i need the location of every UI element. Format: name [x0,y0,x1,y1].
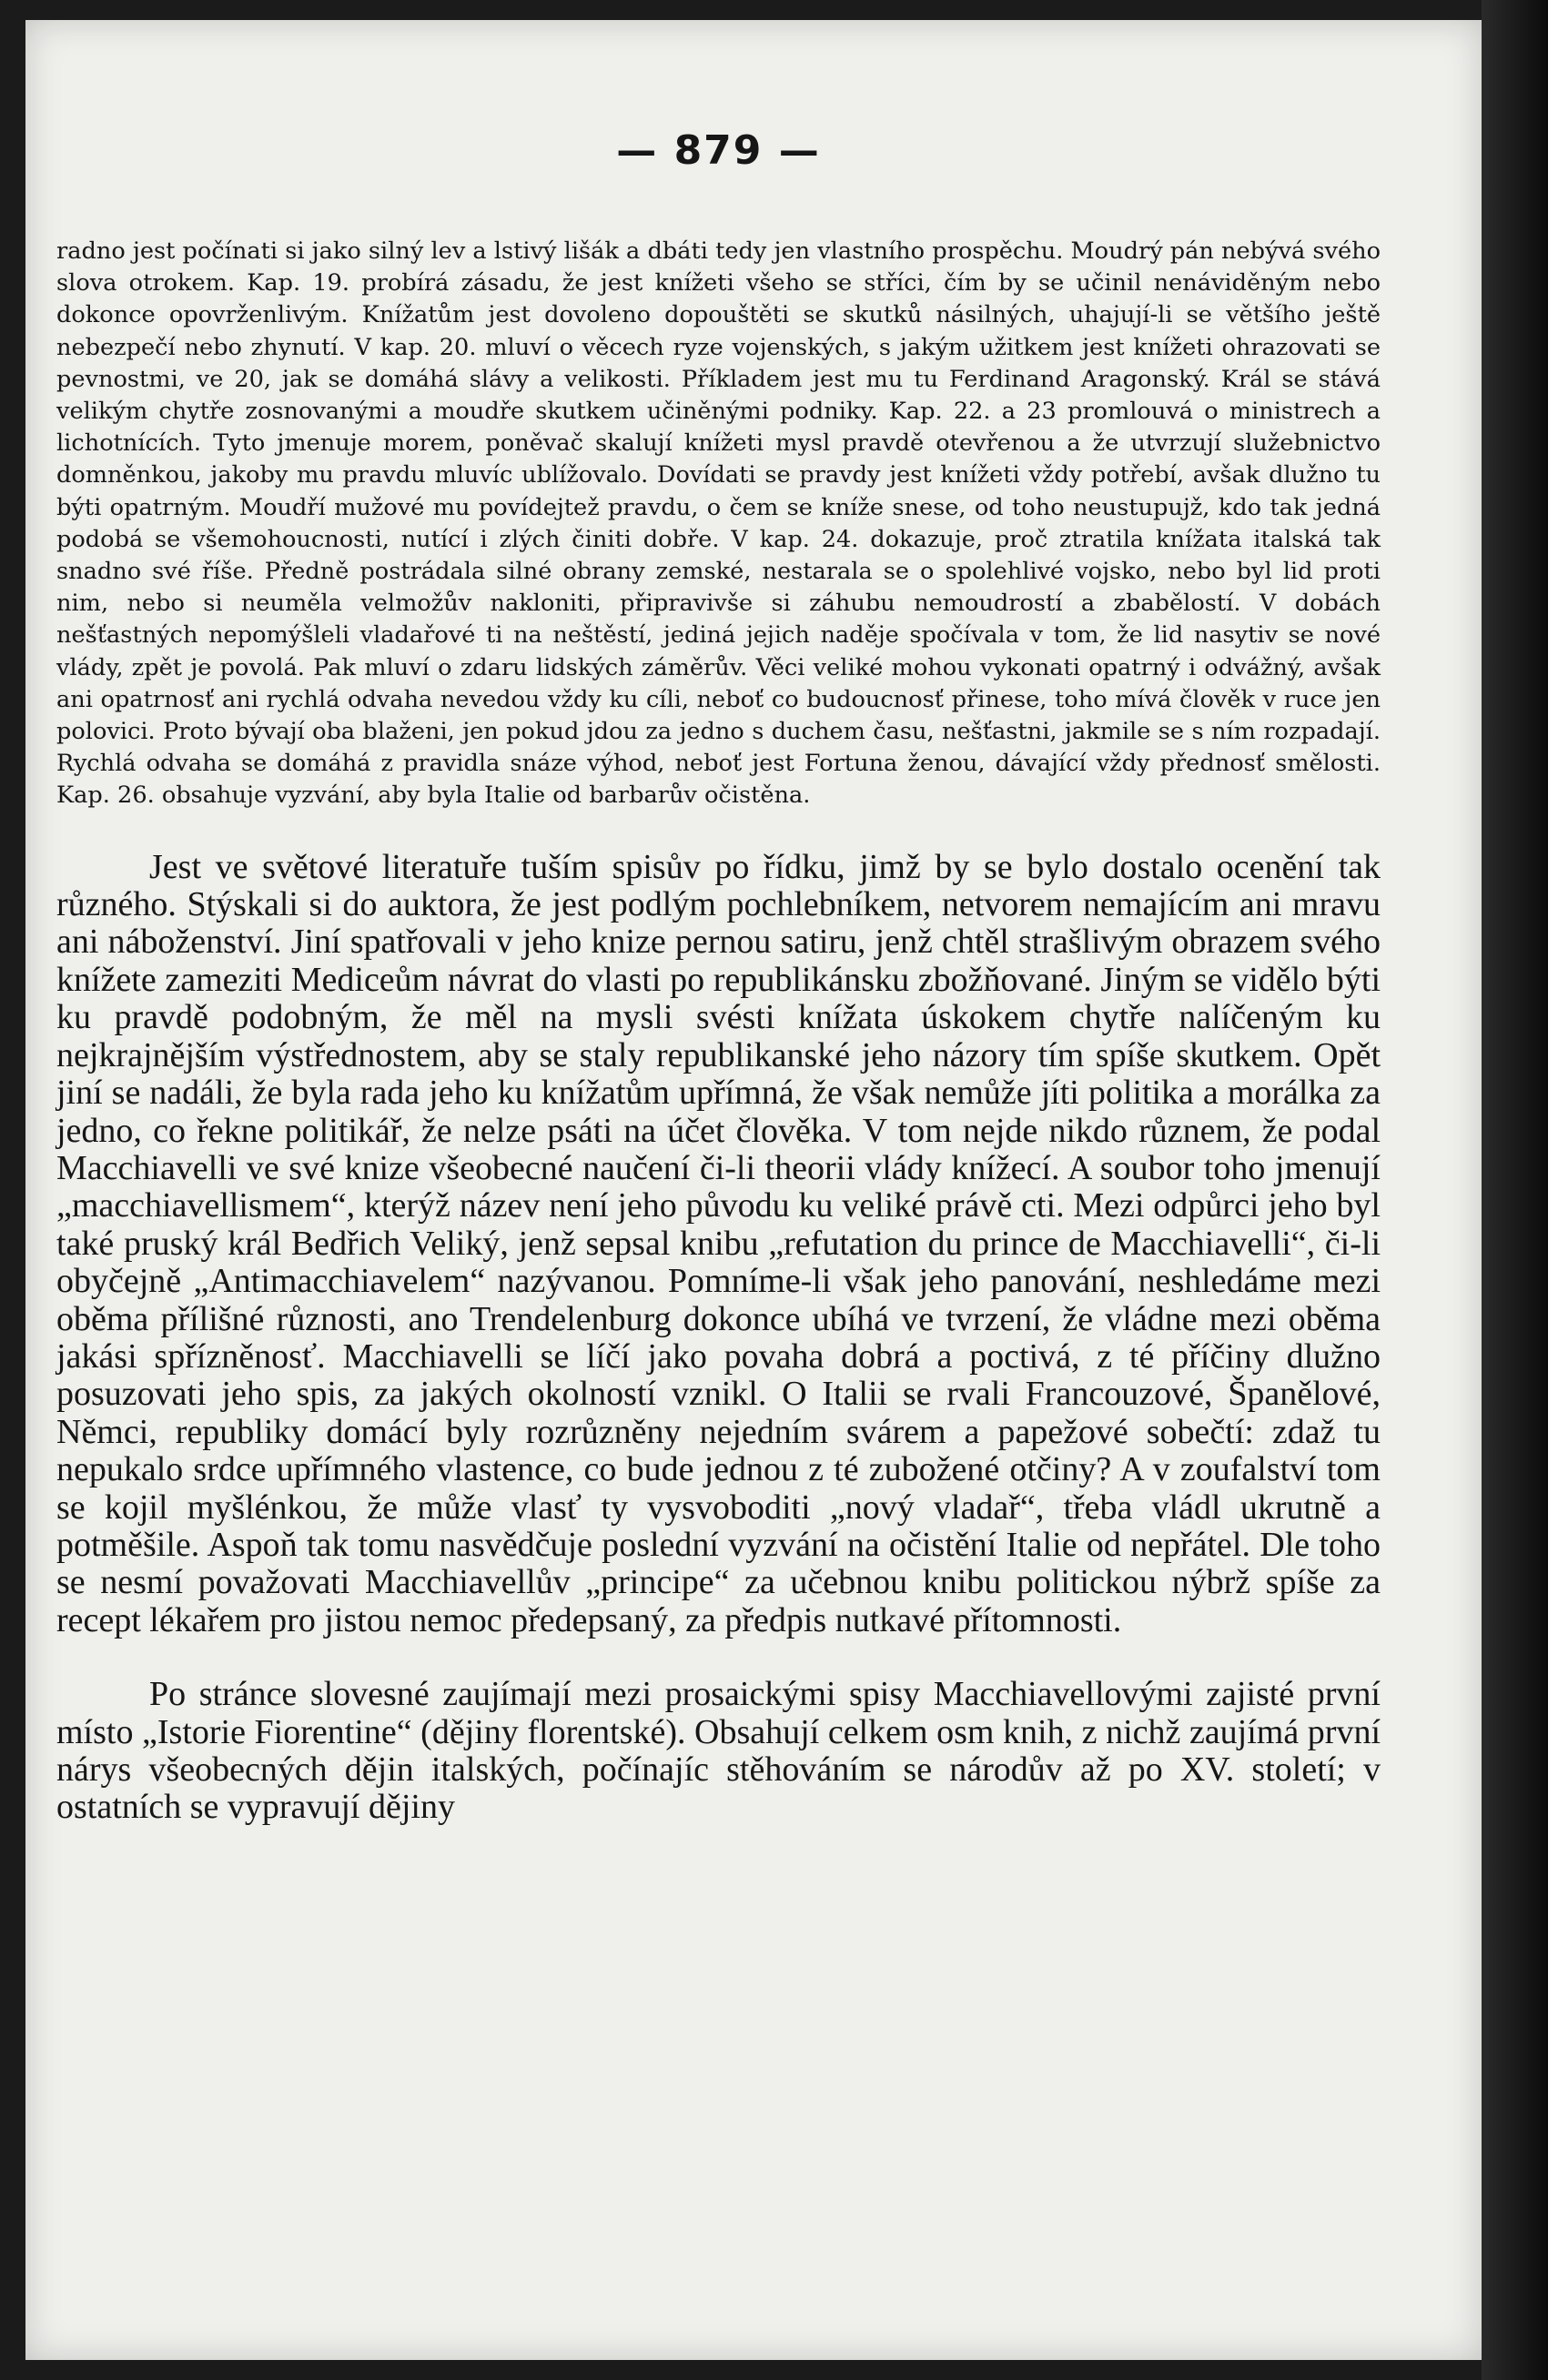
summary-paragraph: radno jest počínati si jako silný lev a lstivý lišák a dbáti tedy jen vlastního prospěchu. Moudrý pán nebývá svého slova otrokem. Kap. 19. probírá zásadu, že jest knížeti všeho se stříci, čím by se učinil nenáviděným nebo dokonce opovrženlivým. Knížatům jest dovoleno dopouštěti se skutků násilných, uhajují-li se většího ještě nebezpečí nebo zhynutí. V kap. 20. mluví o věcech ryze vojenských, s jakým užitkem jest knížeti ohrazovati se pevnostmi, ve 20, jak se domáhá slávy a velikosti. Příkladem jest mu tu Ferdinand Aragonský. Král se stává velikým chytře zosnovanými a moudře skutkem učiněnými podniky. Kap. 22. a 23 promlouvá o ministrech a lichotnících. Tyto jmenuje morem, poněvač skalují knížeti mysl pravdě otevřenou a že utvrzují služebnictvo domněnkou, jakoby mu pravdu mluvíc ublížovalo. Dovídati se pravdy jest knížeti vždy potřebí, avšak dlužno tu býti opatrným. Moudří mužové mu povídejtež pravdu, o čem se kníže snese, od toho neustupujž, kdo tak jedná podobá se všemohoucnosti, nutící i zlých činiti dobře. V kap. 24. dokazuje, proč ztratila knížata italská tak snadno své říše. Předně postrádala silné obrany zemské, nestarala se o spolehlivé vojsko, nebo byl lid proti nim, nebo si neuměla velmožův nakloniti, připravivše si záhubu nemoudrostí a zbabělostí. V dobách nešťastných nepomýšleli vladařové ti na neštěstí, jediná jejich naděje spočívala v tom, že lid nasytiv se nové vlády, zpět je povolá. Pak mluví o zdaru lidských záměrův. Věci veliké mohou vykonati opatrný i odvážný, avšak ani opatrnosť ani rychlá odvaha nevedou vždy ku cíli, neboť co budoucnosť přinese, toho mívá člověk v ruce jen polovici. Proto bývají oba blaženi, jen pokud jdou za jedno s duchem času, nešťastni, jakmile se s ním rozpadají. Rychlá odvaha se domáhá z pravidla snáze výhod, neboť jest Fortuna ženou, dávající vždy přednosť smělosti. Kap. 26. obsahuje vyzvání, aby byla Italie od barbarův očistěna. [56,237,1381,810]
body-paragraph-2: Po stránce slovesné zaujímají mezi prosaickými spisy Macchiavellovými zajisté první místo „Istorie Fiorentine“ (dějiny florentské). Obsahují celkem osm knih, z nichž zaujímá první nárys všeobecných dějin italských, počínajíc stěhováním se národův až po XV. století; v ostatních se vypravují dějiny [56,1675,1381,1827]
page-content [56,127,1381,1827]
page-number: — 879 — [616,127,821,174]
page-edge-shadow [1482,0,1548,2380]
body-paragraph-1: Jest ve světové literatuře tuším spisův po řídku, jimž by se bylo dostalo ocenění tak různého. Stýskali si do auktora, že jest podlým pochlebníkem, netvorem nemajícím ani mravu ani náboženství. Jiní spatřovali v jeho knize pernou satiru, jenž chtěl strašlivým obrazem svého knížete zameziti Mediceům návrat do vlasti po republikánsku zbožňované. Jiným se vidělo býti ku pravdě podobným, že měl na mysli svésti knížata úskokem chytře nalíčeným ku nejkrajnějším výstřednostem, aby se staly republikanské jeho názory tím spíše skutkem. Opět jiní se nadáli, že byla rada jeho ku knížatům upřímná, že však nemůže jíti politika a morálka za jedno, co řekne politikář, že nelze psáti na účet člověka. V tom nejde nikdo různem, že podal Macchiavelli ve své knize všeobecné naučení či-li theorii vlády knížecí. A soubor toho jmenují „macchiavellismem“, kterýž název není jeho původu ku veliké právě cti. Mezi odpůrci jeho byl také pruský král Bedřich Veliký, jenž sepsal knibu „refutation du prince de Macchiavelli“, či-li obyčejně „Antimacchiavelem“ nazývanou. Pomníme-li však jeho panování, neshledáme mezi oběma přílišné různosti, ano Trendelenburg dokonce ubíhá ve tvrzení, že vládne mezi oběma jakási spřízněnosť. Macchiavelli se líčí jako povaha dobrá a poctivá, z té příčiny dlužno posuzovati jeho spis, za jakých okolností vznikl. O Italii se rvali Francouzové, Španělové, Němci, republiky domácí byly rozrůzněny nejedním svárem a papežové sobečtí: zdaž tu nepukalo srdce upřímného vlastence, co bude jednou z té zubožené otčiny? A v zoufalství tom se kojil myšlénkou, že může vlasť ty vysvoboditi „nový vladař“, třeba vládl ukrutně a potměšile. Aspoň tak tomu nasvědčuje poslední vyzvání na očistění Italie od nepřátel. Dle toho se nesmí považovati Macchiavellův „principe“ za učebnou knibu politickou nýbrž spíše za recept lékařem pro jistou nemoc předepsaný, za předpis nutkavé přítomnosti. [56,847,1381,1639]
